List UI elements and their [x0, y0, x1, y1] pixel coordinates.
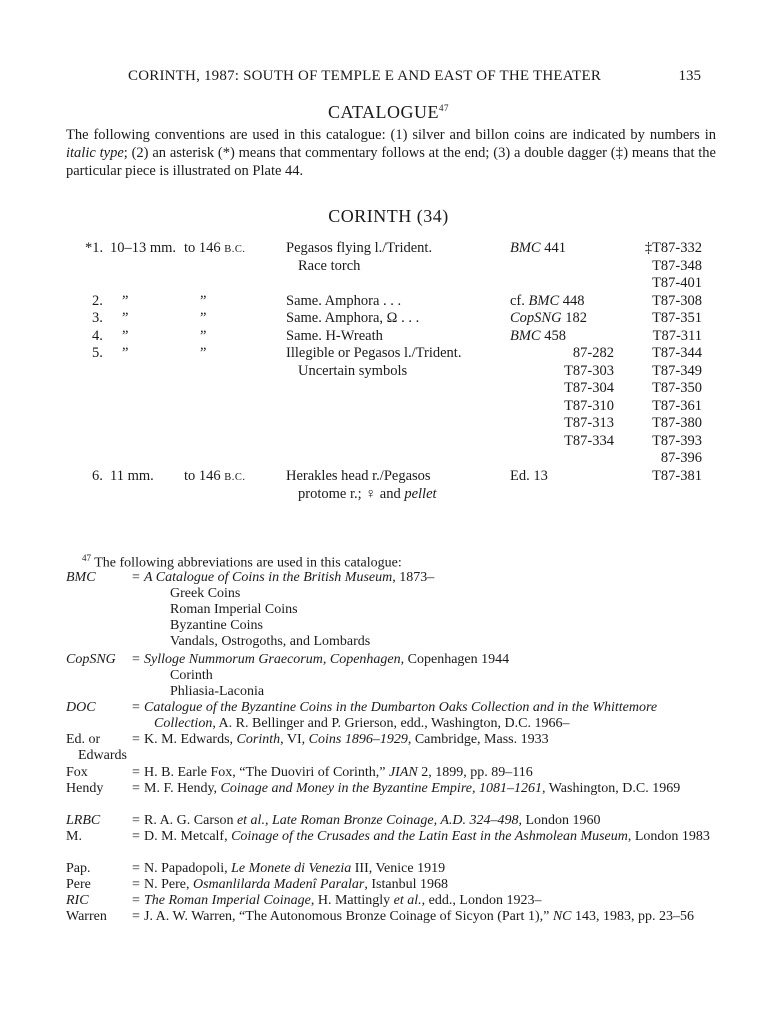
entry-reference: BMC 441: [510, 240, 566, 256]
inventory-number: T87-350: [652, 380, 702, 396]
abbreviation-definition: K. M. Edwards, Corinth, VI, Coins 1896–1929, Cambridge, Mass. 1933: [144, 732, 549, 747]
inventory-number: T87-334: [564, 433, 614, 449]
section-heading: CORINTH (34): [328, 206, 449, 226]
ditto-mark: ”: [200, 328, 207, 344]
entry-description: Pegasos flying l./Trident.: [286, 240, 433, 256]
abbreviation-series: Byzantine Coins: [170, 618, 263, 633]
entry-reference: Ed. 13: [510, 468, 548, 484]
entry-reference: BMC 458: [510, 328, 566, 344]
equals-sign: =: [132, 700, 140, 715]
entry-size: 11 mm.: [110, 468, 154, 484]
inventory-number: T87-303: [564, 363, 614, 379]
entry-reference: cf. BMC 448: [510, 293, 585, 309]
equals-sign: =: [132, 893, 140, 908]
footnote-mark: 47: [82, 553, 91, 563]
equals-sign: =: [132, 732, 140, 747]
abbreviation-definition: M. F. Hendy, Coinage and Money in the Byzantine Empire, 1081–1261, Washington, D.C. 1969: [144, 781, 681, 796]
entry-number: 5.: [92, 345, 103, 361]
abbreviation-definition: D. M. Metcalf, Coinage of the Crusades and the Latin East in the Ashmolean Museum, London 1983: [144, 829, 710, 844]
abbreviation-term: Fox: [66, 765, 88, 780]
abbreviation-term: CopSNG: [66, 652, 116, 667]
inventory-number: 87-282: [572, 345, 614, 361]
equals-sign: =: [132, 781, 140, 796]
abbreviation-series: Roman Imperial Coins: [170, 602, 298, 617]
ditto-mark: ”: [122, 328, 129, 344]
abbreviation-definition: Catalogue of the Byzantine Coins in the Dumbarton Oaks Collection and in the Whittemore Collection, A. R. Bellinger and P. Grierson, edd., Washington, D.C. 1966–: [144, 700, 658, 731]
inventory-number: T87-348: [652, 258, 702, 274]
abbreviation-definition: N. Papadopoli, Le Monete di Venezia III, Venice 1919: [144, 861, 446, 876]
intro-paragraph: The following conventions are used in this catalogue: (1) silver and billon coins are indicated by numbers in italic type; (2) an asterisk (*) means that commentary follows at the end; (3) a double dagger (‡) means that the particular piece is illustrated on Plate 44.: [66, 127, 716, 179]
inventory-number: T87-381: [652, 468, 702, 484]
abbreviation-term-cont: Edwards: [78, 748, 127, 763]
equals-sign: =: [132, 909, 140, 924]
abbreviation-definition: R. A. G. Carson et al., Late Roman Bronze Coinage, A.D. 324–498, London 1960: [144, 813, 601, 828]
abbreviation-definition: J. A. W. Warren, “The Autonomous Bronze Coinage of Sicyon (Part 1),” NC 143, 1983, pp. 23–56: [144, 909, 695, 924]
abbreviation-term: Pere: [66, 877, 91, 892]
abbreviation-definition: H. B. Earle Fox, “The Duoviri of Corinth,” JIAN 2, 1899, pp. 89–116: [144, 765, 533, 780]
ditto-mark: ”: [200, 310, 207, 326]
abbreviation-term: LRBC: [66, 813, 101, 828]
equals-sign: =: [132, 652, 140, 667]
equals-sign: =: [132, 877, 140, 892]
abbreviation-term: M.: [66, 829, 82, 844]
entry-size: 10–13 mm.: [110, 240, 177, 256]
inventory-number: 87-396: [660, 450, 702, 466]
inventory-number: T87-311: [652, 328, 702, 344]
ditto-mark: ”: [122, 293, 129, 309]
entry-number: 3.: [92, 310, 103, 326]
entry-number: 2.: [92, 293, 103, 309]
abbreviation-term: Warren: [66, 909, 107, 924]
entry-description: Same. Amphora, Ω . . .: [286, 310, 420, 326]
equals-sign: =: [132, 813, 140, 828]
entry-description: Illegible or Pegasos l./Trident.: [286, 345, 462, 361]
entry-description: Same. H-Wreath: [286, 328, 383, 344]
entry-description: Same. Amphora . . .: [286, 293, 402, 309]
inventory-number: T87-344: [652, 345, 702, 361]
equals-sign: =: [132, 861, 140, 876]
ditto-mark: ”: [200, 345, 207, 361]
ditto-mark: ”: [200, 293, 207, 309]
abbreviation-definition: N. Pere, Osmanlilarda Madenî Paralar, Istanbul 1968: [144, 877, 448, 892]
entry-description: Herakles head r./Pegasos: [286, 468, 431, 484]
inventory-number: T87-310: [564, 398, 614, 414]
catalogue-heading: CATALOGUE$^{47}$: [327, 102, 450, 122]
entry-description-cont: Race torch: [298, 258, 361, 274]
page-number: 135: [678, 68, 701, 84]
inventory-number: T87-393: [652, 433, 702, 449]
inventory-number: ‡T87-332: [644, 240, 702, 256]
abbreviation-series: Vandals, Ostrogoths, and Lombards: [170, 634, 371, 649]
entry-reference: CopSNG 182: [510, 310, 587, 326]
ditto-mark: ”: [122, 310, 129, 326]
abbreviation-definition: A Catalogue of Coins in the British Museum, 1873–: [144, 570, 435, 585]
entry-date: to 146 B.C.: [184, 240, 246, 256]
abbreviation-series: Greek Coins: [170, 586, 241, 601]
footnote-reference[interactable]: 47: [439, 103, 450, 113]
inventory-number: T87-308: [652, 293, 702, 309]
abbreviation-term: DOC: [66, 700, 96, 715]
abbreviation-term: BMC: [66, 570, 96, 585]
abbreviation-term: RIC: [66, 893, 89, 908]
abbreviation-definition: Sylloge Nummorum Graecorum, Copenhagen, Copenhagen 1944: [144, 652, 510, 667]
entry-number: *1.: [85, 240, 104, 256]
entry-description-cont: protome r.; ♀ and pellet: [298, 486, 437, 502]
inventory-number: T87-401: [652, 275, 702, 291]
entry-date: to 146 B.C.: [184, 468, 246, 484]
abbreviation-term: Pap.: [66, 861, 91, 876]
equals-sign: =: [132, 765, 140, 780]
running-title: CORINTH, 1987: SOUTH OF TEMPLE E AND EAST OF THE THEATER: [128, 68, 602, 84]
ditto-mark: ”: [122, 345, 129, 361]
inventory-number: T87-351: [652, 310, 702, 326]
footnote-intro: $^{47}$ The following abbreviations are used in this catalogue:: [82, 553, 402, 571]
inventory-number: T87-380: [652, 415, 702, 431]
abbreviation-series: Corinth: [170, 668, 213, 683]
entry-number: 4.: [92, 328, 103, 344]
abbreviation-term: Hendy: [66, 781, 104, 796]
abbreviation-series: Phliasia-Laconia: [170, 684, 265, 699]
abbreviation-term: Ed. or: [66, 732, 101, 747]
inventory-number: T87-349: [652, 363, 702, 379]
inventory-number: T87-361: [652, 398, 702, 414]
inventory-number: T87-304: [564, 380, 614, 396]
equals-sign: =: [132, 570, 140, 585]
entry-description-cont: Uncertain symbols: [298, 363, 408, 379]
abbreviation-definition: The Roman Imperial Coinage, H. Mattingly et al., edd., London 1923–: [144, 893, 542, 908]
entry-number: 6.: [92, 468, 103, 484]
inventory-number: T87-313: [564, 415, 614, 431]
equals-sign: =: [132, 829, 140, 844]
